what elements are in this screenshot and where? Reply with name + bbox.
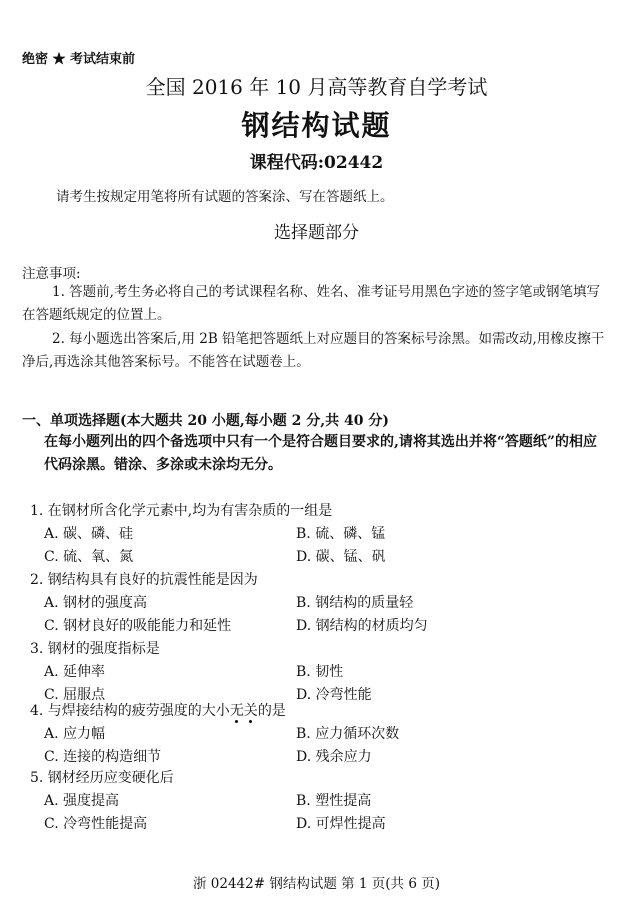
- course-code: 课程代码:02442: [249, 153, 384, 173]
- emphasis-word: 无关: [229, 703, 258, 719]
- option: C. 硫、氧、氮: [44, 549, 134, 565]
- notes-heading: 注意事项:: [22, 266, 81, 282]
- part-heading: 一、单项选择题(本大题共 20 小题,每小题 2 分,共 40 分): [22, 413, 389, 429]
- subject-title: 钢结构试题: [241, 109, 392, 142]
- question-stem-part: 的是: [257, 703, 286, 719]
- emphasis-dot: [235, 720, 238, 723]
- option: A. 延伸率: [44, 664, 106, 680]
- part-description: 在每小题列出的四个备选项中只有一个是符合题目要求的,请将其选出并将“答题纸”的相应代码涂黑。错涂、多涂或未涂均无分。: [44, 434, 597, 473]
- question-stem: 5. 钢材经历应变硬化后: [30, 770, 174, 786]
- emphasis-dot: [249, 720, 252, 723]
- question-stem: 1. 在钢材所含化学元素中,均为有害杂质的一组是: [30, 503, 333, 519]
- option: B. 钢结构的质量轻: [296, 595, 414, 611]
- option: A. 碳、磷、硅: [44, 526, 134, 542]
- option: D. 冷弯性能: [296, 687, 372, 703]
- section-title: 选择题部分: [274, 223, 359, 243]
- option: A. 强度提高: [44, 793, 120, 809]
- question-stem: 3. 钢材的强度指标是: [30, 641, 160, 657]
- option: D. 残余应力: [296, 749, 372, 765]
- option: A. 应力幅: [44, 726, 106, 742]
- option: B. 硫、磷、锰: [296, 526, 386, 542]
- option: A. 钢材的强度高: [44, 595, 148, 611]
- option: D. 碳、锰、矾: [296, 549, 386, 565]
- question-stem: [30, 700, 286, 720]
- option: D. 可焊性提高: [296, 816, 386, 832]
- emphasis-text: [230, 703, 258, 719]
- exam-title: 全国 2016 年 10 月高等教育自学考试: [145, 75, 488, 99]
- option: B. 韧性: [296, 664, 344, 680]
- question-stem-part: 4. 与焊接结构的疲劳强度的大小: [30, 703, 230, 719]
- option: C. 屈服点: [44, 687, 106, 703]
- option: D. 钢结构的材质均匀: [296, 618, 428, 634]
- option: C. 连接的构造细节: [44, 749, 162, 765]
- option: B. 应力循环次数: [296, 726, 400, 742]
- option: C. 冷弯性能提高: [44, 816, 148, 832]
- answer-instruction: 请考生按规定用笔将所有试题的答案涂、写在答题纸上。: [56, 189, 394, 205]
- option: C. 钢材良好的吸能能力和延性: [44, 618, 232, 634]
- option: B. 塑性提高: [296, 793, 372, 809]
- note-item: 2. 每小题选出答案后,用 2B 铅笔把答题纸上对应题目的答案标号涂黑。如需改动,用橡皮擦干净后,再选涂其他答案标号。不能答在试题卷上。: [22, 331, 605, 370]
- page-footer: 浙 02442# 钢结构试题 第 1 页(共 6 页): [192, 876, 440, 892]
- confidential-mark: 绝密 ★ 考试结束前: [22, 52, 136, 67]
- question-stem: 2. 钢结构具有良好的抗震性能是因为: [30, 572, 258, 588]
- note-item: 1. 答题前,考生务必将自己的考试课程名称、姓名、准考证号用黑色字迹的签字笔或钢笔填写在答题纸规定的位置上。: [22, 284, 600, 323]
